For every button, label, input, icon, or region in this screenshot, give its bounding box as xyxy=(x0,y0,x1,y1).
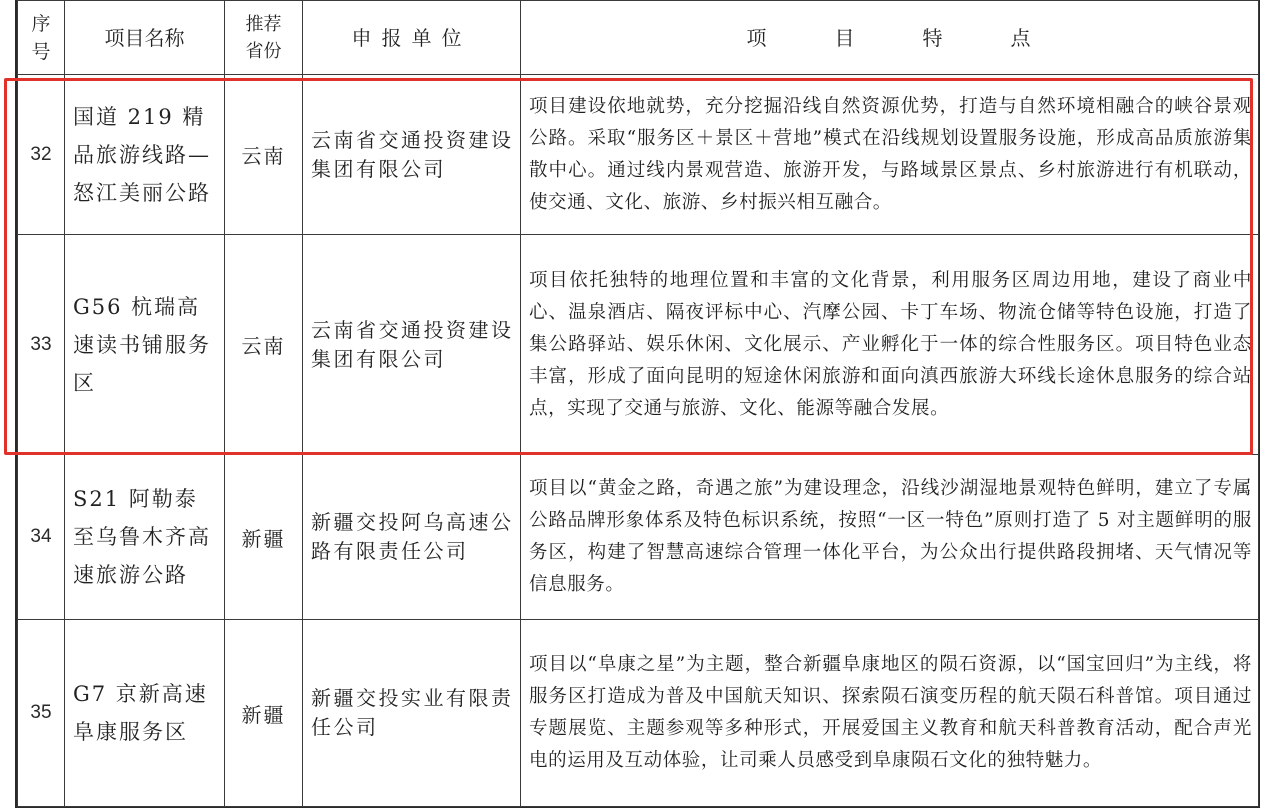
row-number: 32 xyxy=(18,75,65,235)
header-features-label: 项 目 特 点 xyxy=(746,25,1033,50)
province: 新疆 xyxy=(225,455,303,620)
applicant-unit: 云南省交通投资建设集团有限公司 xyxy=(303,235,521,455)
table-row xyxy=(18,455,1259,620)
table-row xyxy=(18,75,1259,235)
row-number: 33 xyxy=(18,235,65,455)
document-page xyxy=(15,0,1260,808)
table-header-row xyxy=(18,1,1259,75)
table-row xyxy=(18,235,1259,455)
applicant-unit: 新疆交投阿乌高速公路有限责任公司 xyxy=(303,455,521,620)
table-row xyxy=(18,620,1259,807)
header-unit: 申报单位 xyxy=(303,1,521,75)
header-features xyxy=(521,1,1259,75)
project-features: 项目以“黄金之路，奇遇之旅”为建设理念，沿线沙湖湿地景观特色鲜明，建立了专属公路品牌形象体系及特色标识系统，按照“一区一特色”原则打造了 5 对主题鲜明的服务区，构建了智慧高速综合管理一体化平台，为公众出行提供路段拥堵、天气情况等信息服务。 xyxy=(521,455,1259,620)
project-name: 国道 219 精品旅游线路—怒江美丽公路 xyxy=(65,75,225,235)
project-name: S21 阿勒泰至乌鲁木齐高速旅游公路 xyxy=(65,455,225,620)
row-number: 35 xyxy=(18,620,65,807)
project-features: 项目以“阜康之星”为主题，整合新疆阜康地区的陨石资源，以“国宝回归”为主线，将服务区打造成为普及中国航天知识、探索陨石演变历程的航天陨石科普馆。项目通过专题展览、主题参观等多种形式，开展爱国主义教育和航天科普教育活动，配合声光电的运用及互动体验，让司乘人员感受到阜康陨石文化的独特魅力。 xyxy=(521,620,1259,807)
province: 云南 xyxy=(225,235,303,455)
project-table xyxy=(17,0,1259,807)
row-number: 34 xyxy=(18,455,65,620)
applicant-unit: 云南省交通投资建设集团有限公司 xyxy=(303,75,521,235)
header-no: 序号 xyxy=(18,1,65,75)
header-province: 推荐省份 xyxy=(225,1,303,75)
project-name: G7 京新高速阜康服务区 xyxy=(65,620,225,807)
project-name: G56 杭瑞高速读书铺服务区 xyxy=(65,235,225,455)
project-features: 项目依托独特的地理位置和丰富的文化背景，利用服务区周边用地，建设了商业中心、温泉酒店、隔夜评标中心、汽摩公园、卡丁车场、物流仓储等特色设施，打造了集公路驿站、娱乐休闲、文化展示、产业孵化于一体的综合性服务区。项目特色业态丰富，形成了面向昆明的短途休闲旅游和面向滇西旅游大环线长途休息服务的综合站点，实现了交通与旅游、文化、能源等融合发展。 xyxy=(521,235,1259,455)
province: 云南 xyxy=(225,75,303,235)
header-name: 项目名称 xyxy=(65,1,225,75)
applicant-unit: 新疆交投实业有限责任公司 xyxy=(303,620,521,807)
province: 新疆 xyxy=(225,620,303,807)
project-features: 项目建设依地就势，充分挖掘沿线自然资源优势，打造与自然环境相融合的峡谷景观公路。采取“服务区＋景区＋营地”模式在沿线规划设置服务设施，形成高品质旅游集散中心。通过线内景观营造、旅游开发，与路域景区景点、乡村旅游进行有机联动，使交通、文化、旅游、乡村振兴相互融合。 xyxy=(521,75,1259,235)
